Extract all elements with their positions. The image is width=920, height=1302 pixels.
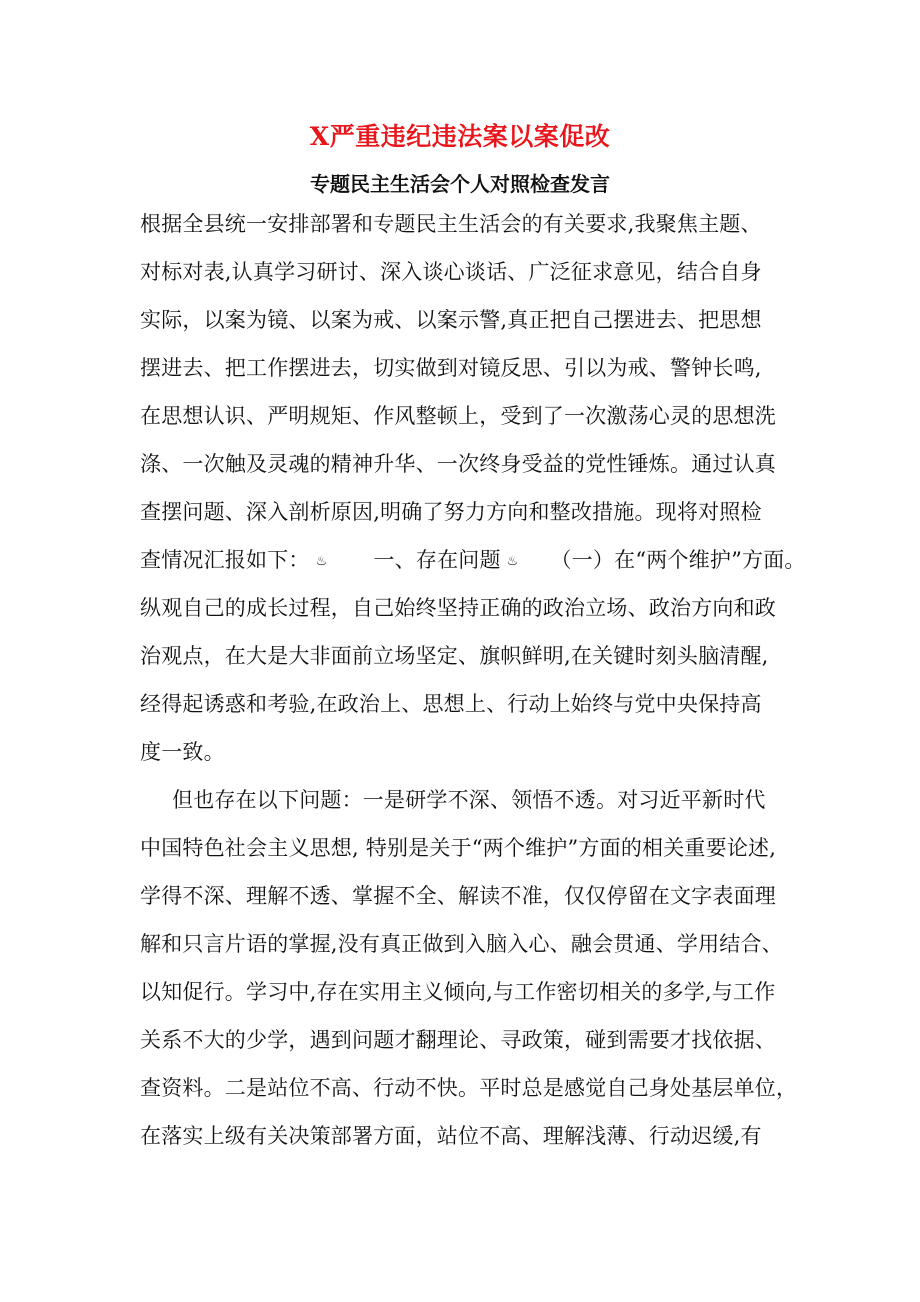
section-heading-problems: 一、存在问题 [373,548,501,572]
body-line: 经得起诱惑和考验,在政治上、思想上、行动上始终与党中央保持高 [140,692,762,716]
paragraph-mark-icon: ♨ [506,554,519,569]
paragraph-first-line: 但也存在以下问题：一是研学不深、领悟不透。对习近平新时代 [172,788,766,812]
body-line: 对标对表,认真学习研讨、深入谈心谈话、广泛征求意见，结合自身 [140,260,762,284]
body-line: 根据全县统一安排部署和专题民主生活会的有关要求,我聚焦主题、 [140,212,762,236]
body-line: 解和只言片语的掌握,没有真正做到入脑入心、融会贯通、学用结合、 [140,932,783,956]
body-line: 度一致。 [140,740,225,764]
body-line: 查摆问题、深入剖析原因,明确了努力方向和整改措施。现将对照检 [140,500,762,524]
body-line: 关系不大的少学，遇到问题才翻理论、寻政策，碰到需要才找依据、 [140,1028,776,1052]
body-line: 实际，以案为镜、以案为戒、以案示警,真正把自己摆进去、把思想 [140,308,762,332]
body-line: 中国特色社会主义思想, 特别是关于“两个维护”方面的相关重要论述, [140,836,777,860]
body-line: 查资料。二是站位不高、行动不快。平时总是感觉自己身处基层单位， [140,1076,798,1100]
body-line: 纵观自己的成长过程，自己始终坚持正确的政治立场、政治方向和政 [140,596,776,620]
body-line: 在思想认识、严明规矩、作风整顿上，受到了一次激荡心灵的思想洗 [140,404,776,428]
report-intro-text: 查情况汇报如下： [140,548,310,572]
body-line: 摆进去、把工作摆进去，切实做到对镜反思、引以为戒、警钟长鸣, [140,356,762,380]
subsection-heading: （一）在“两个维护”方面。 [550,548,806,572]
body-line: 涤、一次触及灵魂的精神升华、一次终身受益的党性锤炼。通过认真 [140,452,776,476]
body-line: 学得不深、理解不透、掌握不全、解读不准，仅仅停留在文字表面理 [140,884,776,908]
body-line: 治观点，在大是大非面前立场坚定、旗帜鲜明,在关键时刻头脑清醒, [140,644,769,668]
document-title: X严重违纪违法案以案促改 [309,122,611,151]
body-line-with-marks [140,545,806,579]
document-subtitle: 专题民主生活会个人对照检查发言 [310,172,610,196]
body-line: 在落实上级有关决策部署方面，站位不高、理解浅薄、行动迟缓,有 [140,1124,762,1148]
body-line: 以知促行。学习中,存在实用主义倾向,与工作密切相关的多学,与工作 [140,980,776,1004]
paragraph-mark-icon: ♨ [315,554,328,569]
